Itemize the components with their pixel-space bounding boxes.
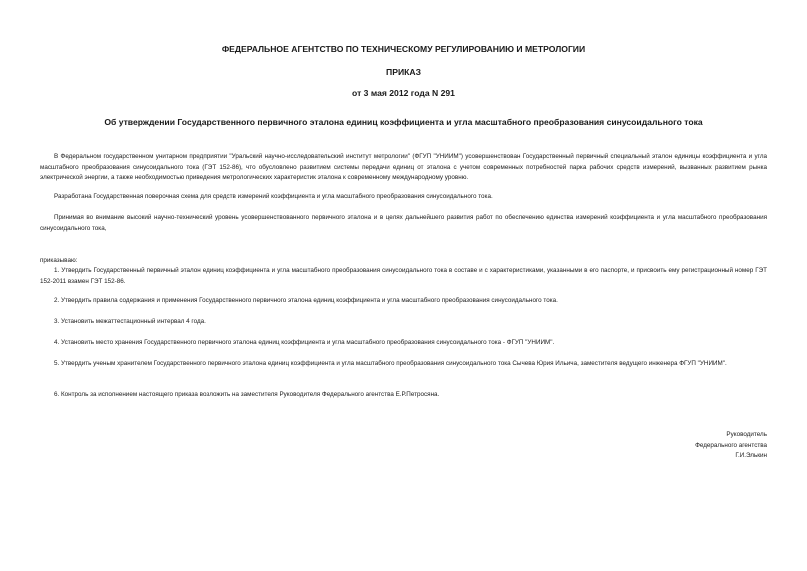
preamble-paragraph-3: Принимая во внимание высокий научно-технический уровень усовершенствованного первичного эталона и в целях дальнейшего развития работ по обеспечению единства измерений коэффициента и угла масштабного преобразования синусоидального тока,	[40, 214, 767, 232]
signature-block	[695, 430, 767, 462]
order-item-5: 5. Утвердить ученым хранителем Государственного первичного эталона единиц коэффициента и угла масштабного преобразования синусоидального тока Сычева Юрия Ильича, заместителя ведущего инженера ФГУП "УНИИМ".	[54, 360, 727, 367]
signature-position: Руководитель	[726, 431, 767, 438]
preamble-paragraph-2: Разработана Государственная поверочная схема для средств измерений коэффициента и угла масштабного преобразования синусоидального тока.	[54, 193, 493, 200]
preamble-paragraph-1: В Федеральном государственном унитарном предприятии "Уральский научно-исследовательский институт метрологии" (ФГУП "УНИИМ") усовершенствован Государственный первичный специальный эталон единицы коэффициента и угла масштабного преобразования синусоидального тока (ГЭТ 152-86), что обусловлено развитием системы передачи единиц от эталона с учетом современных потребностей парка рабочих средств измерений, вызванных развитием рынка электрической энергии, а также необходимостью приведения метрологических характеристик эталона к современному международному уровню.	[40, 153, 767, 181]
order-item-6: 6. Контроль за исполнением настоящего приказа возложить на заместителя Руководителя Федерального агентства Е.Р.Петросяна.	[54, 391, 440, 398]
agency-name: ФЕДЕРАЛЬНОЕ АГЕНТСТВО ПО ТЕХНИЧЕСКОМУ РЕГУЛИРОВАНИЮ И МЕТРОЛОГИИ	[221, 44, 586, 54]
order-item-3: 3. Установить межаттестационный интервал 4 года.	[54, 318, 206, 325]
order-item-2: 2. Утвердить правила содержания и применения Государственного первичного эталона единиц коэффициента и угла масштабного преобразования синусоидального тока.	[54, 297, 558, 304]
document-date-number: от 3 мая 2012 года N 291	[352, 88, 455, 98]
order-item-1: 1. Утвердить Государственный первичный эталон единиц коэффициента и угла масштабного преобразования синусоидального тока в составе и с характеристиками, указанными в его паспорте, и присвоить ему регистрационный номер ГЭТ 152-2011 взамен ГЭТ 152-86.	[40, 267, 767, 285]
signature-organization: Федерального агентства	[695, 441, 767, 449]
order-item-4: 4. Установить место хранения Государственного первичного эталона единиц коэффициента и угла масштабного преобразования синусоидального тока - ФГУП "УНИИМ".	[54, 339, 555, 346]
order-word: приказываю:	[40, 257, 78, 264]
signature-name: Г.И.Элькин	[735, 452, 767, 459]
document-title: Об утверждении Государственного первичного эталона единиц коэффициента и угла масштабного преобразования синусоидального тока	[104, 117, 703, 127]
document-type: ПРИКАЗ	[386, 67, 421, 77]
